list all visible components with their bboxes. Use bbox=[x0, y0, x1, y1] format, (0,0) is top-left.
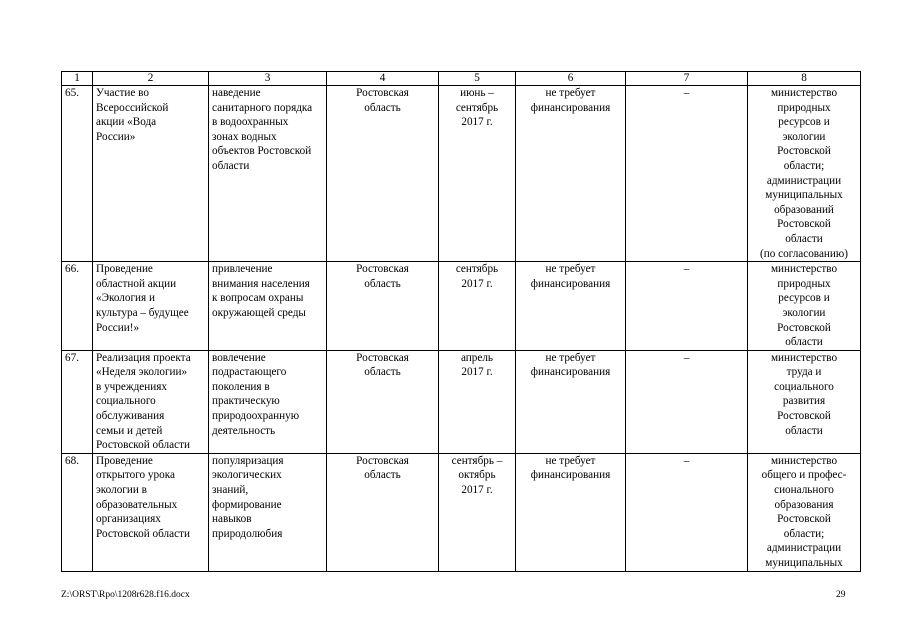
cell-line: области; bbox=[783, 159, 825, 172]
event-content-cell bbox=[209, 86, 327, 262]
executor-cell bbox=[748, 262, 861, 351]
period-cell bbox=[439, 86, 516, 262]
cell-line: области bbox=[785, 424, 823, 437]
event-name-cell bbox=[93, 262, 209, 351]
cell-line: навыков bbox=[212, 513, 252, 526]
cell-line: общего и профес- bbox=[761, 469, 847, 482]
cell-line: России» bbox=[96, 130, 136, 143]
cell-line: область bbox=[364, 101, 401, 114]
cell-line: популяризация bbox=[212, 454, 284, 467]
cell-line: Ростовской области bbox=[96, 527, 190, 540]
cell-line: область bbox=[364, 366, 401, 379]
cell-line: министерство bbox=[770, 87, 838, 99]
cell-line: образования bbox=[774, 498, 834, 511]
financing-cell bbox=[516, 262, 626, 351]
cell-line: администрации bbox=[766, 542, 842, 555]
cell-line: формирование bbox=[212, 498, 282, 511]
cell-line: министерство bbox=[770, 351, 838, 364]
cell-line: Ростовской bbox=[777, 321, 831, 334]
cell-line: министерство bbox=[770, 454, 838, 467]
cell-line: знаний, bbox=[212, 484, 249, 497]
cell-line: труда и bbox=[786, 366, 822, 379]
cell-line: зонах водных bbox=[212, 130, 277, 143]
cell-line: Проведение bbox=[96, 263, 153, 276]
cell-line: финансирования bbox=[530, 277, 611, 290]
header-cell: 2 bbox=[93, 72, 209, 86]
row-number-cell: 65. bbox=[62, 86, 93, 262]
cell-line: муниципальных bbox=[765, 557, 843, 569]
cell-line: – bbox=[683, 87, 690, 99]
cell-line: обслуживания bbox=[96, 410, 165, 423]
cell-line: администрации bbox=[766, 174, 842, 187]
event-content-cell bbox=[209, 262, 327, 351]
cell-line: экологии bbox=[782, 130, 826, 143]
territory-cell bbox=[327, 86, 439, 262]
cell-line: финансирования bbox=[530, 366, 611, 379]
cell-line: природоохранную bbox=[212, 410, 300, 423]
cell-line: «Неделя экологии» bbox=[96, 366, 188, 379]
cell-line: области bbox=[785, 336, 823, 349]
cell-line: областной акции bbox=[96, 277, 177, 290]
event-content-cell bbox=[209, 350, 327, 453]
cell-line: развития bbox=[782, 395, 826, 408]
cell-line: 2017 г. bbox=[461, 484, 493, 497]
cell-line: ресурсов и bbox=[778, 292, 830, 305]
cell-line: (по согласованию) bbox=[760, 247, 848, 260]
event-name-cell bbox=[93, 86, 209, 262]
cell-line: области; bbox=[783, 527, 825, 540]
financing-cell bbox=[516, 453, 626, 571]
cell-line: практическую bbox=[212, 395, 280, 408]
period-cell bbox=[439, 262, 516, 351]
header-cell: 4 bbox=[327, 72, 439, 86]
cell-line: Ростовская bbox=[356, 87, 409, 99]
cell-line: Ростовская bbox=[356, 263, 409, 276]
cell-line: Участие во bbox=[96, 87, 149, 99]
cell-line: области bbox=[785, 232, 823, 245]
event-name-cell bbox=[93, 350, 209, 453]
cell-line: – bbox=[683, 454, 690, 467]
cell-line: привлечение bbox=[212, 263, 273, 276]
cell-line: «Экология и bbox=[96, 292, 155, 305]
cell-line: Ростовская bbox=[356, 454, 409, 467]
financing-cell bbox=[516, 350, 626, 453]
territory-cell bbox=[327, 262, 439, 351]
cell-line: к вопросам охраны bbox=[212, 292, 304, 305]
header-cell: 5 bbox=[439, 72, 516, 86]
cell-line: подрастающего bbox=[212, 366, 287, 379]
cell-line: в учреждениях bbox=[96, 380, 167, 393]
event-name-cell bbox=[93, 453, 209, 571]
cell-line: финансирования bbox=[530, 469, 611, 482]
table-row bbox=[62, 453, 861, 571]
executor-cell bbox=[748, 350, 861, 453]
territory-cell bbox=[327, 453, 439, 571]
cell-line: не требует bbox=[545, 454, 596, 467]
cell-line: образований bbox=[774, 203, 834, 216]
row-number-cell: 66. bbox=[62, 262, 93, 351]
cell-line: образовательных bbox=[96, 498, 178, 511]
cell-line: не требует bbox=[545, 87, 596, 99]
cell-line: в водоохранных bbox=[212, 116, 289, 129]
cell-line: деятельность bbox=[212, 424, 276, 437]
row-number-cell: 67. bbox=[62, 350, 93, 453]
column-7-cell bbox=[626, 350, 748, 453]
cell-line: культура – будущее bbox=[96, 306, 189, 319]
header-cell: 3 bbox=[209, 72, 327, 86]
period-cell bbox=[439, 350, 516, 453]
cell-line: экологии bbox=[782, 306, 826, 319]
cell-line: – bbox=[683, 263, 690, 276]
header-cell: 1 bbox=[62, 72, 93, 86]
executor-cell bbox=[748, 86, 861, 262]
header-cell: 7 bbox=[626, 72, 748, 86]
cell-line: наведение bbox=[212, 87, 261, 99]
table-row bbox=[62, 350, 861, 453]
cell-line: Реализация проекта bbox=[96, 351, 191, 364]
cell-line: области bbox=[212, 159, 250, 172]
cell-line: экологических bbox=[212, 469, 282, 482]
cell-line: внимания населения bbox=[212, 277, 310, 290]
cell-line: Ростовской области bbox=[96, 439, 190, 452]
cell-line: природных bbox=[777, 101, 831, 114]
cell-line: область bbox=[364, 469, 401, 482]
header-cell: 8 bbox=[748, 72, 861, 86]
cell-line: семьи и детей bbox=[96, 424, 163, 437]
cell-line: природолюбия bbox=[212, 527, 283, 540]
cell-line: Ростовская bbox=[356, 351, 409, 364]
cell-line: санитарного порядка bbox=[212, 101, 313, 114]
cell-line: природных bbox=[777, 277, 831, 290]
table-row bbox=[62, 262, 861, 351]
cell-line: Ростовской bbox=[777, 513, 831, 526]
cell-line: не требует bbox=[545, 263, 596, 276]
cell-line: Всероссийской bbox=[96, 101, 169, 114]
header-cell: 6 bbox=[516, 72, 626, 86]
event-content-cell bbox=[209, 453, 327, 571]
header-row bbox=[62, 72, 861, 86]
cell-line: 2017 г. bbox=[461, 277, 493, 290]
cell-line: муниципальных bbox=[765, 189, 843, 202]
cell-line: сентябрь bbox=[455, 263, 499, 276]
financing-cell bbox=[516, 86, 626, 262]
executor-cell bbox=[748, 453, 861, 571]
cell-line: поколения в bbox=[212, 380, 270, 393]
column-7-cell bbox=[626, 262, 748, 351]
cell-line: Ростовской bbox=[777, 218, 831, 231]
cell-line: Проведение bbox=[96, 454, 153, 467]
cell-line: социального bbox=[96, 395, 156, 408]
table-body bbox=[62, 86, 861, 572]
cell-line: социального bbox=[774, 380, 834, 393]
cell-line: сентябрь – bbox=[451, 454, 503, 467]
cell-line: Ростовской bbox=[777, 145, 831, 158]
cell-line: апрель bbox=[460, 351, 494, 364]
cell-line: организациях bbox=[96, 513, 161, 526]
territory-cell bbox=[327, 350, 439, 453]
cell-line: сентябрь bbox=[455, 101, 499, 114]
cell-line: 2017 г. bbox=[461, 366, 493, 379]
cell-line: ресурсов и bbox=[778, 116, 830, 129]
cell-line: сионального bbox=[774, 484, 834, 497]
cell-line: открытого урока bbox=[96, 469, 175, 482]
cell-line: министерство bbox=[770, 263, 838, 276]
column-7-cell bbox=[626, 453, 748, 571]
cell-line: России!» bbox=[96, 321, 140, 334]
cell-line: не требует bbox=[545, 351, 596, 364]
cell-line: область bbox=[364, 277, 401, 290]
cell-line: Ростовской bbox=[777, 410, 831, 423]
cell-line: финансирования bbox=[530, 101, 611, 114]
document-table bbox=[61, 71, 861, 572]
period-cell bbox=[439, 453, 516, 571]
cell-line: октябрь bbox=[458, 469, 496, 482]
footer-file-path: Z:\ORST\Rpo\1208r628.f16.docx bbox=[61, 590, 190, 600]
cell-line: – bbox=[683, 351, 690, 364]
cell-line: акции «Вода bbox=[96, 116, 157, 129]
cell-line: экологии в bbox=[96, 484, 147, 497]
column-7-cell bbox=[626, 86, 748, 262]
cell-line: июнь – bbox=[460, 87, 494, 99]
cell-line: окружающей среды bbox=[212, 306, 306, 319]
footer-page-number: 29 bbox=[836, 590, 846, 600]
cell-line: 2017 г. bbox=[461, 116, 493, 129]
cell-line: объектов Ростовской bbox=[212, 145, 312, 158]
table-row bbox=[62, 86, 861, 262]
cell-line: вовлечение bbox=[212, 351, 266, 364]
row-number-cell: 68. bbox=[62, 453, 93, 571]
